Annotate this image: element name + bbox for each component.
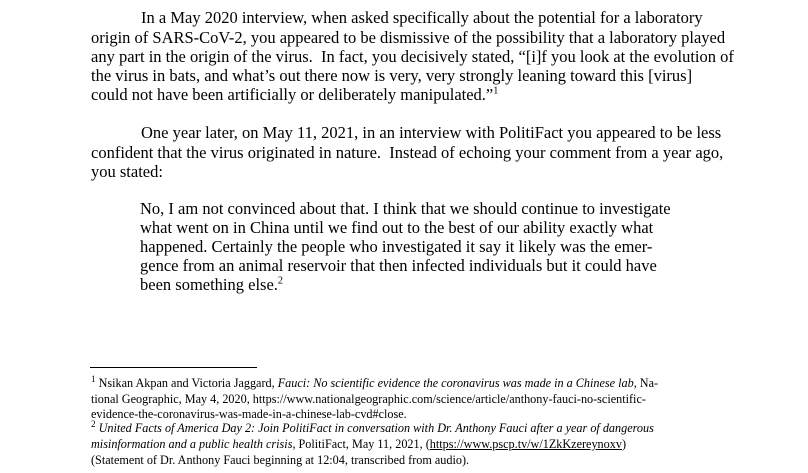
footnote-1-rest: , Na- [633, 376, 659, 390]
footnote-1-line-2: tional Geographic, May 4, 2020, https://www.nationalgeographic.com/science/article/anthony-fauci-no-scientific- [91, 392, 646, 406]
quote-line-3: happened. Certainly the people who investigated it say it likely was the emer- [140, 237, 653, 256]
quote-line-5-text: been something else. [140, 275, 278, 294]
footnote-2-publisher: , PolitiFact, May 11, 2021, ( [292, 437, 430, 451]
footnote-2-line-3: (Statement of Dr. Anthony Fauci beginning at 12:04, transcribed from audio). [91, 453, 470, 467]
paragraph-1-line-4: the virus in bats, and what’s out there now is very, very strongly leaning toward this [virus] [91, 66, 693, 85]
quote-line-1: No, I am not convinced about that. I think that we should continue to investigate [140, 199, 671, 218]
quote-line-2: what went on in China until we find out to the best of our ability exactly what [140, 218, 654, 237]
footnote-2-title-part-2: misinformation and a public health crisis [91, 437, 293, 451]
footnote-2-link[interactable]: https://www.pscp.tv/w/1ZkKzereynoxv [429, 437, 622, 451]
footnote-2-close-paren: ) [621, 437, 626, 451]
footnote-2-number: 2 [91, 418, 96, 429]
footnote-2-title-part-1: United Facts of America Day 2: Join PolitiFact in conversation with Dr. Anthony Fauci after a year of dangerous [95, 421, 654, 435]
footnote-1-line-1 [91, 373, 659, 390]
footnote-ref-1: 1 [493, 85, 499, 97]
paragraph-2-line-2: confident that the virus originated in nature. Instead of echoing your comment from a year ago, [91, 143, 724, 162]
paragraph-1-line-3: any part in the origin of the virus. In fact, you decisively stated, “[i]f you look at the evolution of [91, 47, 734, 66]
footnote-2-line-1 [91, 418, 654, 435]
footnote-1-authors: Nsikan Akpan and Victoria Jaggard, [95, 376, 278, 390]
footnote-2-line-2 [91, 438, 626, 450]
quote-line-4: gence from an animal reservoir that then infected individuals but it could have [140, 256, 657, 275]
paragraph-1-line-5-text: could not have been artificially or deliberately manipulated.” [91, 85, 494, 104]
footnote-ref-2: 2 [277, 275, 284, 287]
footnote-separator [90, 367, 257, 368]
paragraph-1-line-1: In a May 2020 interview, when asked specifically about the potential for a laboratory [141, 8, 703, 27]
footnote-1-title: Fauci: No scientific evidence the coronavirus was made in a Chinese lab [277, 376, 634, 390]
paragraph-1-line-2: origin of SARS-CoV-2, you appeared to be dismissive of the possibility that a laboratory played [91, 28, 726, 47]
footnote-1-number: 1 [91, 373, 96, 384]
footnote-1-line-3: evidence-the-coronavirus-was-made-in-a-chinese-lab-cvd#close. [91, 407, 407, 421]
quote-line-5 [140, 277, 283, 294]
paragraph-2-line-1: One year later, on May 11, 2021, in an interview with PolitiFact you appeared to be less [141, 123, 722, 142]
paragraph-1-line-5 [91, 87, 498, 104]
paragraph-2-line-3: you stated: [91, 162, 163, 181]
